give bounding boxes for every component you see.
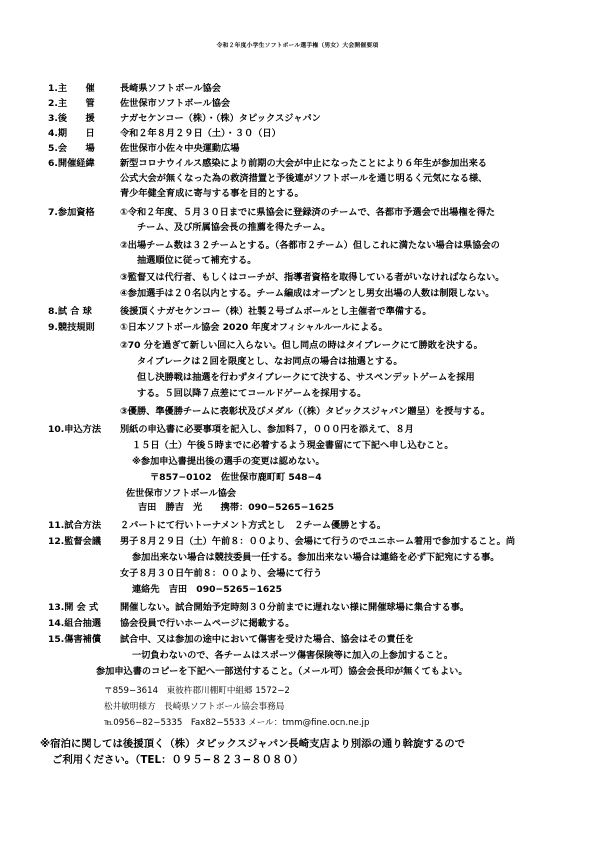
sec9-line-3: タイブレークは２回を限度とし、なお同点の場合は抽選とする。 — [137, 356, 403, 367]
item-3-label: 3.後 援 — [48, 113, 95, 124]
item-5-label: 5.会 場 — [48, 143, 95, 154]
contact-office: 松井敏明様方 長崎県ソフトボール協会事務局 — [104, 702, 285, 712]
sec10-line-3: ※参加申込書提出後の選手の変更は認めない。 — [132, 456, 325, 467]
sec10-line-2: １５日（土）午後５時までに必着するよう現金書留にて下記へ申し込むこと。 — [132, 440, 454, 451]
sec7-line-4: 抽選順位に従って補充する。 — [137, 255, 257, 266]
sec9-label: 9.競技規則 — [48, 322, 95, 333]
sec13-label: 13.開 会 式 — [48, 602, 99, 613]
sec12-line-3: 女子８月３０日午前８：００より、会場にて行う — [120, 568, 323, 579]
contact-phone-email: ℡0956−82−5335 Fax82−5533 メール：tmm@fine.ocn.ne.jp — [104, 718, 370, 728]
sec15-label: 15.傷害補償 — [48, 634, 102, 645]
sec6-line-1: 新型コロナウイルス感染により前期の大会が中止になったことにより６年生が参加出来る — [120, 158, 487, 169]
sec10-org: 佐世保市ソフトボール協会 — [126, 488, 237, 499]
sec9-line-5: する。５回以降７点差にてコールドゲームを採用する。 — [137, 388, 367, 399]
sec9-line-6: ③優勝、準優勝チームに表彰状及びメダル（（株）タピックスジャパン贈呈）を授与する。 — [120, 406, 491, 417]
sec12-label: 12.監督会議 — [48, 536, 102, 547]
sec7-line-6: ④参加選手は２０名以内とする。チーム編成はオープンとし男女出場の人数は制限しない。 — [120, 288, 495, 299]
item-4-label: 4.期 日 — [48, 128, 95, 139]
item-1-value: 長崎県ソフトボール協会 — [120, 83, 221, 94]
item-2-value: 佐世保市ソフトボール協会 — [120, 98, 231, 109]
sec6-line-2: 公式大会が無くなった為の救済措置と予後連がソフトボールを通じ明るく元気になる様、 — [120, 173, 488, 184]
sec13-value: 開催しない。試合開始予定時刻３０分前までに遅れない様に開催球場に集合する事。 — [120, 602, 470, 613]
document-title: 令和２年度小学生ソフトボール選手権（男女）大会開催要項 — [216, 43, 379, 49]
sec9-line-1: ①日本ソフトボール協会 2020 年度オフィシャルルールによる。 — [120, 322, 388, 333]
lodging-note-line-1: ※宿泊に関しては後援頂く（株）タピックスジャパン長崎支店より別添の通り斡旋するので — [40, 738, 465, 750]
sec9-line-4: 但し決勝戦は抽選を行わずタイブレークにて決する、サスペンデットゲームを採用 — [137, 372, 475, 383]
sec10-address: 〒857−0102 佐世保市鹿町町 548−4 — [150, 472, 322, 483]
sec12-line-1: 男子８月２９日（土）午前８：００より、会場にて行うのでユニホーム着用で参加すること。尚 — [120, 536, 516, 547]
item-3-value: ナガセケンコー（株）・（株）タピックスジャパン — [120, 113, 321, 124]
sec10-line-1: 別紙の申込書に必要事項を記入し、参加料７，０００円を添えて、８月 — [120, 424, 414, 435]
sec15-line-2: 一切負わないので、各チームはスポーツ傷害保険等に加入の上参加すること。 — [132, 650, 454, 661]
sec6-line-3: 青少年健全育成に寄与する事を目的とする。 — [120, 188, 304, 199]
sec8-label: 8.試 合 球 — [48, 306, 92, 317]
sec7-line-3: ②出場チーム数は３２チームとする。（各都市２チーム）但しこれに満たない場合は県協会の — [120, 240, 500, 251]
contact-address: 〒859−3614 東彼杵郡川棚町中組郷 1572−2 — [104, 686, 290, 696]
sec7-line-5: ③監督又は代行者、もしくはコーチが、指導者資格を取得している者がいなければならない。 — [120, 272, 505, 283]
sec15-line-1: 試合中、又は参加の途中において傷害を受けた場合、協会はその責任を — [120, 634, 414, 645]
sec11-label: 11.試合方法 — [48, 520, 102, 531]
sec7-label: 7.参加資格 — [48, 207, 95, 218]
sec7-line-1: ①令和２年度、５月３０日までに県協会に登録済のチームで、各都市予選会で出場権を得た — [120, 207, 496, 218]
sec7-line-2: チーム、及び所属協会長の推薦を得たチーム。 — [137, 222, 331, 233]
item-2-label: 2.主 管 — [48, 98, 95, 109]
sec15-line-3: 参加申込書のコピーを下記へ一部送付すること。（メール可）協会会長印が無くてもよい。 — [96, 666, 468, 677]
sec11-value: ２パートにて行いトーナメント方式とし ２チーム優勝とする。 — [120, 520, 387, 531]
sec14-value: 協会役員で行いホームページに掲載する。 — [120, 618, 295, 629]
sec12-line-4: 連絡先 吉田 090−5265−1625 — [132, 584, 283, 595]
sec6-label: 6.開催経緯 — [48, 158, 95, 169]
sec12-line-2: 参加出来ない場合は競技委員一任する。参加出来ない場合は連絡を必ず下記宛にする事。 — [132, 552, 500, 563]
sec10-contact: 吉田 勝吉 光 携帯：090−5265−1625 — [138, 502, 334, 513]
sec8-value: 後援頂くナガセケンコー（株）社製２号ゴムボールとし主催者で準備する。 — [120, 306, 432, 317]
sec10-label: 10.申込方法 — [48, 424, 102, 435]
item-5-value: 佐世保市小佐々中央運動広場 — [120, 143, 240, 154]
lodging-note-line-2: ご利用ください。（TEL：０９５−８２３−８０８０） — [52, 754, 304, 766]
sec14-label: 14.組合抽選 — [48, 618, 102, 629]
item-4-value: 令和２年８月２９日（土）・３０（日） — [120, 128, 281, 139]
item-1-label: 1.主 催 — [48, 83, 95, 94]
sec9-line-2: ②70 分を過ぎて新しい回に入らない。但し同点の時はタイブレークにて勝敗を決する。 — [120, 340, 483, 351]
